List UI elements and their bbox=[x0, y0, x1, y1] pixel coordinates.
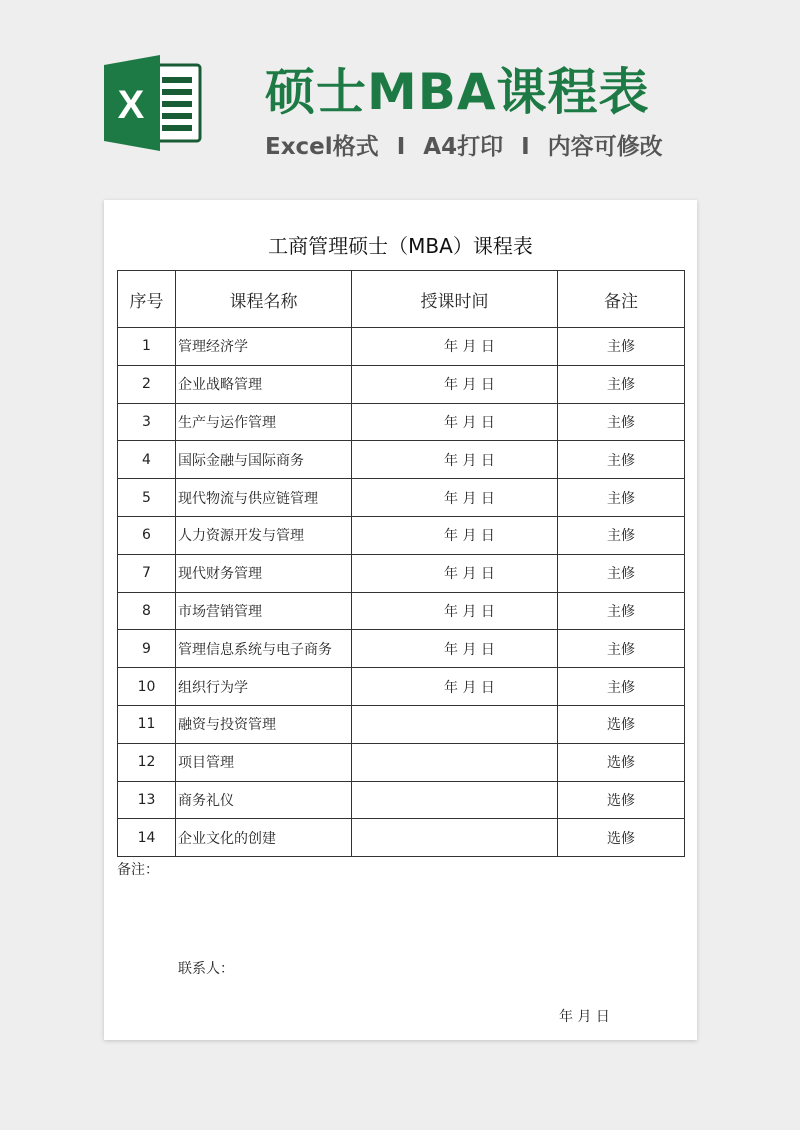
cell-course-name: 商务礼仪 bbox=[176, 781, 352, 819]
subtitle-separator: I bbox=[521, 134, 530, 160]
table-row bbox=[118, 705, 685, 743]
subtitle-format: Excel格式 bbox=[265, 134, 379, 160]
cell-course-name: 现代物流与供应链管理 bbox=[176, 479, 352, 517]
cell-time: 年 月 日 bbox=[352, 441, 558, 479]
course-table bbox=[117, 270, 685, 857]
cell-no: 7 bbox=[118, 554, 176, 592]
cell-time: 年 月 日 bbox=[352, 630, 558, 668]
cell-no: 4 bbox=[118, 441, 176, 479]
cell-course-name: 现代财务管理 bbox=[176, 554, 352, 592]
cell-time: 年 月 日 bbox=[352, 592, 558, 630]
cell-time bbox=[352, 743, 558, 781]
table-row bbox=[118, 819, 685, 857]
remark-label: 备注： bbox=[117, 862, 159, 878]
cell-no: 12 bbox=[118, 743, 176, 781]
cell-course-name: 融资与投资管理 bbox=[176, 705, 352, 743]
cell-time: 年 月 日 bbox=[352, 365, 558, 403]
table-header-row bbox=[118, 271, 685, 328]
cell-course-name: 组织行为学 bbox=[176, 668, 352, 706]
cell-course-name: 管理信息系统与电子商务 bbox=[176, 630, 352, 668]
excel-logo-icon bbox=[104, 55, 204, 151]
cell-time bbox=[352, 705, 558, 743]
cell-time: 年 月 日 bbox=[352, 328, 558, 366]
subtitle-editable: 内容可修改 bbox=[547, 134, 663, 160]
cell-course-name: 管理经济学 bbox=[176, 328, 352, 366]
cell-note: 主修 bbox=[558, 668, 685, 706]
cell-no: 11 bbox=[118, 705, 176, 743]
cell-note: 主修 bbox=[558, 516, 685, 554]
cell-note: 主修 bbox=[558, 403, 685, 441]
cell-course-name: 企业文化的创建 bbox=[176, 819, 352, 857]
cell-time: 年 月 日 bbox=[352, 403, 558, 441]
cell-no: 6 bbox=[118, 516, 176, 554]
cell-no: 5 bbox=[118, 479, 176, 517]
cell-note: 主修 bbox=[558, 441, 685, 479]
cell-no: 10 bbox=[118, 668, 176, 706]
cell-note: 主修 bbox=[558, 479, 685, 517]
cell-no: 9 bbox=[118, 630, 176, 668]
header bbox=[0, 0, 800, 200]
table-row bbox=[118, 479, 685, 517]
table-row bbox=[118, 328, 685, 366]
cell-note: 主修 bbox=[558, 328, 685, 366]
table-row bbox=[118, 516, 685, 554]
table-body bbox=[118, 328, 685, 857]
cell-course-name: 企业战略管理 bbox=[176, 365, 352, 403]
cell-no: 1 bbox=[118, 328, 176, 366]
subtitle-print: A4打印 bbox=[423, 134, 504, 160]
cell-no: 14 bbox=[118, 819, 176, 857]
cell-time bbox=[352, 819, 558, 857]
cell-note: 主修 bbox=[558, 630, 685, 668]
contact-label: 联系人： bbox=[178, 961, 234, 977]
cell-note: 主修 bbox=[558, 365, 685, 403]
cell-course-name: 市场营销管理 bbox=[176, 592, 352, 630]
table-row bbox=[118, 592, 685, 630]
column-header-no: 序号 bbox=[118, 271, 176, 328]
table-row bbox=[118, 441, 685, 479]
table-row bbox=[118, 630, 685, 668]
table-row bbox=[118, 365, 685, 403]
cell-course-name: 生产与运作管理 bbox=[176, 403, 352, 441]
cell-no: 2 bbox=[118, 365, 176, 403]
column-header-name: 课程名称 bbox=[176, 271, 352, 328]
column-header-note: 备注 bbox=[558, 271, 685, 328]
table-row bbox=[118, 781, 685, 819]
table-row bbox=[118, 403, 685, 441]
svg-text:X: X bbox=[117, 83, 145, 127]
page-title: 硕士MBA课程表 bbox=[265, 63, 650, 121]
subtitle-separator: I bbox=[396, 134, 406, 160]
cell-course-name: 项目管理 bbox=[176, 743, 352, 781]
sign-date: 年 月 日 bbox=[559, 1009, 610, 1025]
cell-no: 13 bbox=[118, 781, 176, 819]
cell-time: 年 月 日 bbox=[352, 554, 558, 592]
cell-course-name: 人力资源开发与管理 bbox=[176, 516, 352, 554]
cell-note: 主修 bbox=[558, 592, 685, 630]
cell-no: 8 bbox=[118, 592, 176, 630]
cell-note: 主修 bbox=[558, 554, 685, 592]
cell-time bbox=[352, 781, 558, 819]
table-row bbox=[118, 554, 685, 592]
cell-time: 年 月 日 bbox=[352, 479, 558, 517]
cell-time: 年 月 日 bbox=[352, 516, 558, 554]
subtitle bbox=[265, 128, 663, 161]
table-row bbox=[118, 668, 685, 706]
table-row bbox=[118, 743, 685, 781]
cell-note: 选修 bbox=[558, 743, 685, 781]
cell-no: 3 bbox=[118, 403, 176, 441]
cell-course-name: 国际金融与国际商务 bbox=[176, 441, 352, 479]
cell-note: 选修 bbox=[558, 781, 685, 819]
column-header-time: 授课时间 bbox=[352, 271, 558, 328]
sheet-title: 工商管理硕士（MBA）课程表 bbox=[268, 234, 533, 258]
cell-note: 选修 bbox=[558, 705, 685, 743]
document-sheet bbox=[104, 200, 697, 1040]
cell-note: 选修 bbox=[558, 819, 685, 857]
cell-time: 年 月 日 bbox=[352, 668, 558, 706]
